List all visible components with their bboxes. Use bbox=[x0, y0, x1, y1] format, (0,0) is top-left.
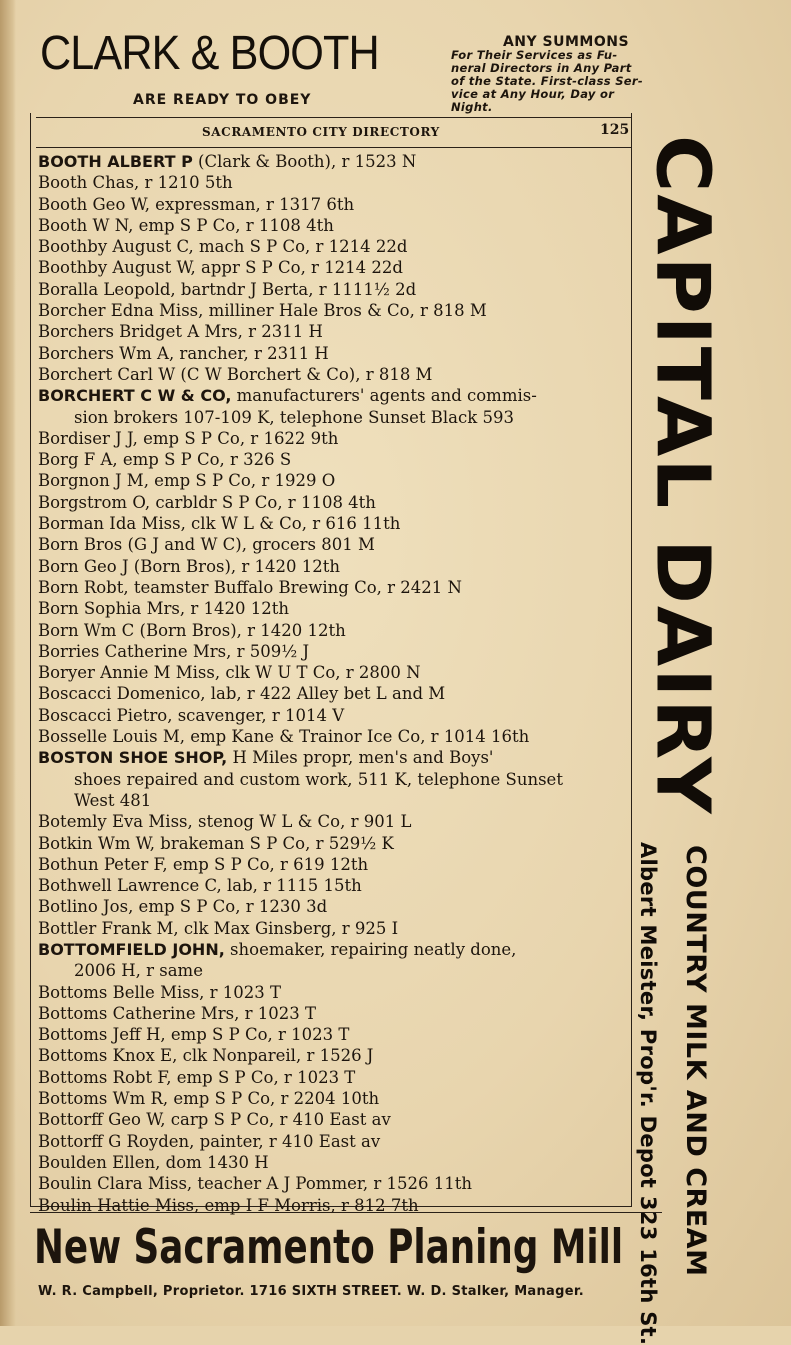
directory-entry bbox=[38, 939, 628, 960]
entry-text: West 481 bbox=[74, 790, 152, 810]
entry-text: Bottler Frank M, clk Max Ginsberg, r 925 I bbox=[38, 918, 399, 938]
entry-text: Botemly Eva Miss, stenog W L & Co, r 901 L bbox=[38, 812, 412, 832]
directory-entry bbox=[38, 321, 628, 342]
entry-text: Boryer Annie M Miss, clk W U T Co, r 2800 N bbox=[38, 663, 421, 683]
page-number: 125 bbox=[600, 122, 630, 138]
directory-entry-continuation bbox=[38, 790, 628, 811]
header-ad-right-line: For Their Services as Fu- bbox=[451, 48, 618, 62]
entry-text: Borg F A, emp S P Co, r 326 S bbox=[38, 450, 292, 470]
entry-text: Boothby August C, mach S P Co, r 1214 22d bbox=[38, 237, 408, 257]
entry-text: Borries Catherine Mrs, r 509½ J bbox=[38, 641, 310, 661]
entry-text: Bothwell Lawrence C, lab, r 1115 15th bbox=[38, 876, 362, 896]
entry-bold-name: BOSTON SHOE SHOP, bbox=[38, 748, 228, 768]
directory-entry bbox=[38, 747, 628, 768]
directory-entry bbox=[38, 683, 628, 704]
entry-text: sion brokers 107-109 K, telephone Sunset Black 593 bbox=[74, 407, 514, 427]
entry-text: Bottorff Geo W, carp S P Co, r 410 East av bbox=[38, 1110, 391, 1130]
directory-entry bbox=[38, 364, 628, 385]
directory-entry bbox=[38, 215, 628, 236]
directory-entry bbox=[38, 492, 628, 513]
entry-bold-name: BOOTH ALBERT P bbox=[38, 152, 193, 171]
entry-text: 2006 H, r same bbox=[74, 961, 203, 981]
header-ad-right-heading: ANY SUMMONS bbox=[502, 34, 630, 50]
directory-entry bbox=[38, 385, 628, 406]
side-ad-proprietor: Albert Meister, Prop'r. Depot 323 16th St. bbox=[636, 842, 660, 1345]
entry-text: Booth Geo W, expressman, r 1317 6th bbox=[38, 194, 355, 214]
directory-entry bbox=[38, 833, 628, 854]
header-ad-right-line: neral Directors in Any Part bbox=[451, 61, 632, 75]
directory-entry bbox=[38, 534, 628, 555]
directory-entry bbox=[38, 470, 628, 491]
directory-entry bbox=[38, 513, 628, 534]
entry-text: Bottorff G Royden, painter, r 410 East av bbox=[38, 1131, 381, 1151]
directory-entry bbox=[38, 194, 628, 215]
directory-entry bbox=[38, 257, 628, 278]
directory-entry bbox=[38, 279, 628, 300]
top-rule bbox=[36, 117, 631, 118]
entry-text: Boscacci Domenico, lab, r 422 Alley bet L and M bbox=[38, 684, 446, 704]
side-ad-country-milk: COUNTRY MILK AND CREAM bbox=[680, 845, 711, 1277]
directory-entry bbox=[38, 556, 628, 577]
directory-entry bbox=[38, 982, 628, 1003]
side-ad-capital-dairy: CAPITAL DAIRY bbox=[639, 135, 725, 816]
entry-text: Borchers Wm A, rancher, r 2311 H bbox=[38, 343, 329, 363]
header-ad-right-line: Night. bbox=[451, 100, 493, 114]
entry-text: Bottoms Jeff H, emp S P Co, r 1023 T bbox=[38, 1025, 350, 1045]
directory-entry-continuation bbox=[38, 769, 628, 790]
entry-text: Bottoms Catherine Mrs, r 1023 T bbox=[38, 1003, 317, 1023]
entry-text: Boulden Ellen, dom 1430 H bbox=[38, 1152, 269, 1172]
directory-entry bbox=[38, 172, 628, 193]
entry-text: Borchers Bridget A Mrs, r 2311 H bbox=[38, 322, 323, 342]
directory-entry bbox=[38, 1088, 628, 1109]
entry-text: Bosselle Louis M, emp Kane & Trainor Ice Co, r 1014 16th bbox=[38, 727, 530, 747]
footer-ad-subtitle: W. R. Campbell, Proprietor. 1716 SIXTH STREET. W. D. Stalker, Manager. bbox=[38, 1284, 584, 1299]
header-ad-right-line: vice at Any Hour, Day or bbox=[451, 87, 615, 101]
entry-text: Boothby August W, appr S P Co, r 1214 22d bbox=[38, 258, 403, 278]
directory-entry bbox=[38, 705, 628, 726]
entry-bold-name: BOTTOMFIELD JOHN, bbox=[38, 939, 225, 959]
header-ad-right-line: of the State. First-class Ser- bbox=[451, 74, 643, 88]
directory-entry-continuation bbox=[38, 407, 628, 428]
entry-text: shoemaker, repairing neatly done, bbox=[224, 939, 517, 959]
directory-entry bbox=[38, 598, 628, 619]
entry-text: Booth W N, emp S P Co, r 1108 4th bbox=[38, 215, 334, 235]
directory-entry bbox=[38, 428, 628, 449]
header-ad-right-body bbox=[451, 49, 681, 114]
directory-entry bbox=[38, 854, 628, 875]
entry-text: Botlino Jos, emp S P Co, r 1230 3d bbox=[38, 897, 328, 917]
entry-text: Borgstrom O, carbldr S P Co, r 1108 4th bbox=[38, 492, 376, 512]
directory-entry bbox=[38, 1109, 628, 1130]
entry-text: Boralla Leopold, bartndr J Berta, r 1111½ 2d bbox=[38, 279, 417, 299]
header-ad-subtitle: ARE READY TO OBEY bbox=[133, 92, 312, 108]
entry-text: Born Robt, teamster Buffalo Brewing Co, r 2421 N bbox=[38, 577, 462, 597]
directory-entry bbox=[38, 1152, 628, 1173]
directory-entry bbox=[38, 151, 628, 172]
directory-entry bbox=[38, 1067, 628, 1088]
directory-entry bbox=[38, 1045, 628, 1066]
entry-text: Boscacci Pietro, scavenger, r 1014 V bbox=[38, 705, 345, 725]
directory-entry bbox=[38, 918, 628, 939]
footer-ad-title: New Sacramento Planing Mill bbox=[34, 1220, 624, 1275]
directory-entry bbox=[38, 662, 628, 683]
entry-text: manufacturers' agents and commis- bbox=[231, 386, 537, 406]
directory-entry bbox=[38, 896, 628, 917]
entry-text: Born Wm C (Born Bros), r 1420 12th bbox=[38, 620, 346, 640]
entry-text: Bottoms Knox E, clk Nonpareil, r 1526 J bbox=[38, 1046, 374, 1066]
directory-entry bbox=[38, 875, 628, 896]
footer-rule bbox=[30, 1212, 662, 1213]
directory-entry-continuation bbox=[38, 960, 628, 981]
entry-text: Borgnon J M, emp S P Co, r 1929 O bbox=[38, 471, 336, 491]
directory-entry bbox=[38, 577, 628, 598]
header-ad-title: CLARK & BOOTH bbox=[40, 27, 379, 80]
entry-text: Borchert Carl W (C W Borchert & Co), r 818 M bbox=[38, 364, 433, 384]
entry-text: H Miles propr, men's and Boys' bbox=[227, 748, 494, 768]
entry-text: Bottoms Robt F, emp S P Co, r 1023 T bbox=[38, 1067, 356, 1087]
directory-entry bbox=[38, 811, 628, 832]
entry-text: shoes repaired and custom work, 511 K, telephone Sunset bbox=[74, 769, 563, 789]
page-spine-shadow bbox=[0, 0, 16, 1326]
running-head-rule bbox=[36, 147, 631, 148]
entry-text: Born Bros (G J and W C), grocers 801 M bbox=[38, 535, 375, 555]
entry-text: Born Sophia Mrs, r 1420 12th bbox=[38, 599, 289, 619]
entry-text: Botkin Wm W, brakeman S P Co, r 529½ K bbox=[38, 833, 394, 853]
running-head-title: SACRAMENTO CITY DIRECTORY bbox=[202, 125, 440, 139]
directory-entry bbox=[38, 641, 628, 662]
directory-entries bbox=[38, 151, 628, 1216]
entry-text: Bottoms Wm R, emp S P Co, r 2204 10th bbox=[38, 1089, 380, 1109]
directory-entry bbox=[38, 1173, 628, 1194]
entry-text: Born Geo J (Born Bros), r 1420 12th bbox=[38, 556, 341, 576]
entry-text: Borman Ida Miss, clk W L & Co, r 616 11th bbox=[38, 514, 401, 534]
entry-text: Boulin Hattie Miss, emp I F Morris, r 812 7th bbox=[38, 1195, 419, 1215]
directory-entry bbox=[38, 343, 628, 364]
entry-text: (Clark & Booth), r 1523 N bbox=[192, 152, 417, 171]
entry-bold-name: BORCHERT C W & CO, bbox=[38, 386, 232, 406]
header-ad-right-block bbox=[451, 36, 681, 114]
directory-entry bbox=[38, 1131, 628, 1152]
entry-text: Bothun Peter F, emp S P Co, r 619 12th bbox=[38, 854, 369, 874]
entry-text: Boulin Clara Miss, teacher A J Pommer, r 1526 11th bbox=[38, 1174, 473, 1194]
directory-entry bbox=[38, 236, 628, 257]
directory-entry bbox=[38, 300, 628, 321]
directory-entry bbox=[38, 449, 628, 470]
directory-entry bbox=[38, 1024, 628, 1045]
entry-text: Bottoms Belle Miss, r 1023 T bbox=[38, 982, 282, 1002]
entry-text: Bordiser J J, emp S P Co, r 1622 9th bbox=[38, 428, 339, 448]
entry-text: Booth Chas, r 1210 5th bbox=[38, 173, 233, 193]
directory-entry bbox=[38, 620, 628, 641]
directory-entry bbox=[38, 726, 628, 747]
directory-entry bbox=[38, 1003, 628, 1024]
entry-text: Borcher Edna Miss, milliner Hale Bros & Co, r 818 M bbox=[38, 301, 487, 321]
